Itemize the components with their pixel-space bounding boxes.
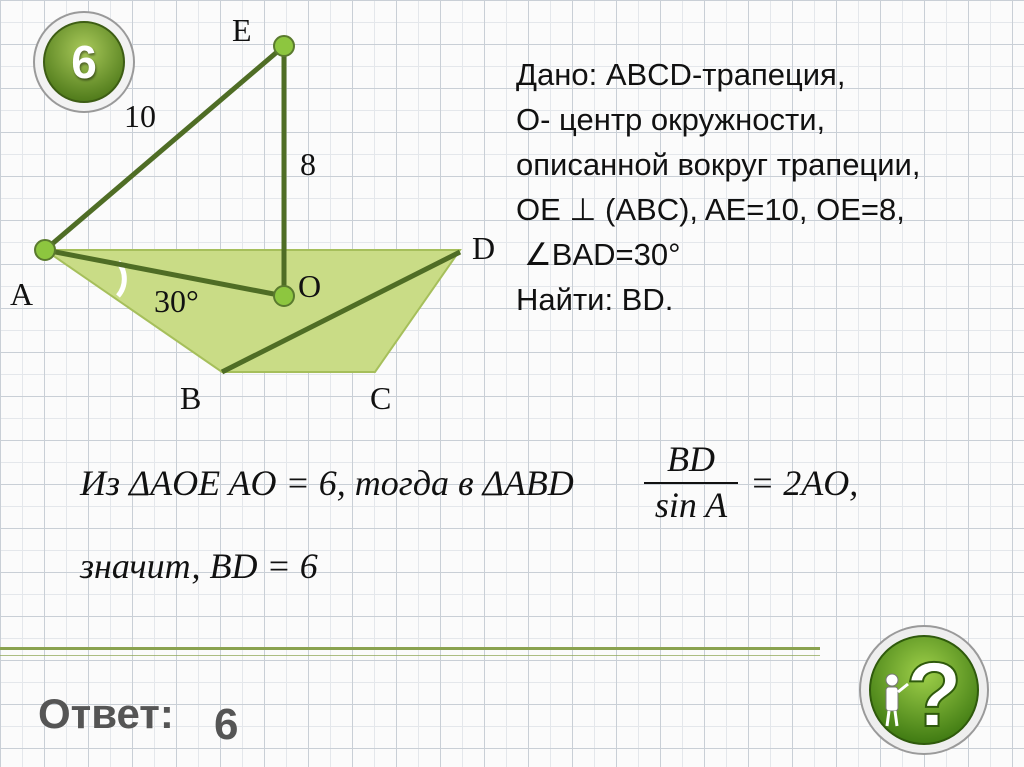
geometry-figure bbox=[0, 0, 520, 420]
badge-number: 6 bbox=[71, 36, 97, 88]
label-c: C bbox=[370, 380, 392, 416]
label-b: B bbox=[180, 380, 202, 416]
label-angle-a: 30° bbox=[154, 283, 199, 319]
answer-label: Ответ: bbox=[38, 690, 174, 737]
help-button[interactable] bbox=[856, 622, 992, 758]
fraction-numerator: BD bbox=[667, 439, 715, 479]
given-line: OE ⊥ (ABC), AE=10, OE=8, bbox=[516, 192, 905, 227]
given-line: Дано: ABCD-трапеция, bbox=[516, 57, 846, 92]
label-oe-length: 8 bbox=[300, 146, 316, 182]
point-a-marker bbox=[35, 240, 55, 260]
label-e: E bbox=[232, 12, 252, 48]
point-e-marker bbox=[274, 36, 294, 56]
label-a: A bbox=[10, 276, 34, 312]
solution-line-1: Из ΔAOE AO = 6, тогда в ΔABD bbox=[80, 463, 574, 503]
label-d: D bbox=[472, 230, 496, 266]
given-line: описанной вокруг трапеции, bbox=[516, 147, 921, 182]
given-line: O- центр окружности, bbox=[516, 102, 826, 137]
answer-value: 6 bbox=[214, 700, 239, 749]
given-block bbox=[516, 52, 920, 322]
label-ae-length: 10 bbox=[124, 98, 156, 134]
question-mark-icon bbox=[906, 644, 962, 746]
label-o: O bbox=[298, 268, 322, 304]
solution-line-2: значит, BD = 6 bbox=[80, 546, 318, 586]
solution-line-1-right: = 2AO, bbox=[750, 463, 859, 503]
segment-ae bbox=[45, 46, 284, 250]
trapezoid-abcd bbox=[45, 250, 460, 372]
given-line: ∠BAD=30° bbox=[524, 237, 681, 272]
svg-text:?: ? bbox=[905, 644, 963, 746]
fraction-denominator: sin A bbox=[654, 485, 728, 525]
solution-fraction bbox=[636, 438, 746, 528]
given-line: Найти: BD. bbox=[516, 282, 674, 317]
point-o-marker bbox=[274, 286, 294, 306]
separator-line bbox=[0, 655, 820, 656]
separator-line bbox=[0, 647, 820, 650]
